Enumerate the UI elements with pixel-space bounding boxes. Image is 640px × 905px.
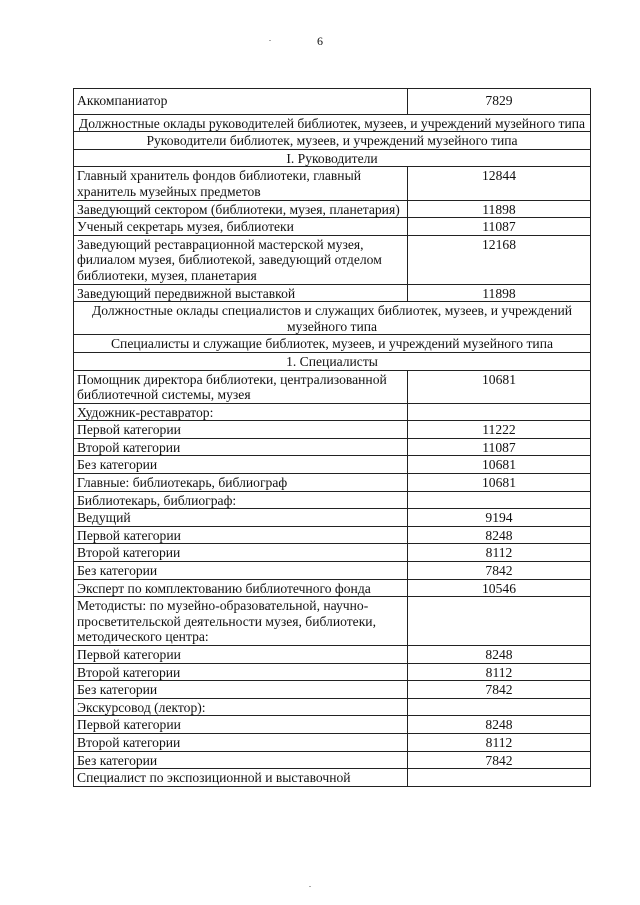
salary-cell: 11898 [408, 200, 591, 218]
table-row [74, 167, 591, 200]
position-cell: Аккомпаниатор [74, 89, 408, 115]
table-row [74, 456, 591, 474]
table-row [74, 89, 591, 115]
table-row [74, 218, 591, 236]
salary-cell: 9194 [408, 509, 591, 527]
table-row [74, 509, 591, 527]
salary-cell: 10681 [408, 456, 591, 474]
section-header: Специалисты и служащие библиотек, музеев, и учреждений музейного типа [74, 335, 591, 353]
table-row [74, 733, 591, 751]
section-header-row [74, 132, 591, 150]
position-cell: Специалист по экспозиционной и выставочной [74, 769, 408, 787]
section-header: Руководители библиотек, музеев, и учреждений музейного типа [74, 132, 591, 150]
position-cell: Первой категории [74, 421, 408, 439]
salary-table [73, 88, 591, 787]
table-row [74, 698, 591, 716]
table-row [74, 646, 591, 664]
position-cell: Без категории [74, 456, 408, 474]
table-row [74, 474, 591, 492]
salary-cell: 8112 [408, 663, 591, 681]
section-header-row [74, 114, 591, 132]
salary-cell: 12844 [408, 167, 591, 200]
table-row [74, 421, 591, 439]
position-cell: Экскурсовод (лектор): [74, 698, 408, 716]
salary-cell: 8248 [408, 716, 591, 734]
table-row [74, 663, 591, 681]
section-header-row [74, 149, 591, 167]
table-row [74, 716, 591, 734]
salary-cell: 12168 [408, 235, 591, 284]
salary-cell: 8112 [408, 544, 591, 562]
position-cell: Первой категории [74, 646, 408, 664]
table-row [74, 370, 591, 403]
salary-cell [408, 491, 591, 509]
table-row [74, 579, 591, 597]
table-row [74, 681, 591, 699]
position-cell: Без категории [74, 681, 408, 699]
salary-cell: 11087 [408, 218, 591, 236]
salary-cell [408, 769, 591, 787]
scan-speck [269, 40, 271, 41]
table-row [74, 403, 591, 421]
salary-cell: 10681 [408, 474, 591, 492]
section-header-row [74, 352, 591, 370]
position-cell: Методисты: по музейно-образовательной, научно-просветительской деятельности музея, библиотеки, методического центра: [74, 597, 408, 646]
salary-cell: 7829 [408, 89, 591, 115]
position-cell: Художник-реставратор: [74, 403, 408, 421]
position-cell: Ведущий [74, 509, 408, 527]
position-cell: Второй категории [74, 438, 408, 456]
salary-cell: 8248 [408, 526, 591, 544]
salary-cell [408, 403, 591, 421]
table-row [74, 544, 591, 562]
salary-cell: 11222 [408, 421, 591, 439]
table-row [74, 438, 591, 456]
table-row [74, 235, 591, 284]
position-cell: Главный хранитель фондов библиотеки, главный хранитель музейных предметов [74, 167, 408, 200]
salary-cell: 7842 [408, 562, 591, 580]
position-cell: Заведующий реставрационной мастерской музея, филиалом музея, библиотекой, заведующий отделом библиотеки, музея, планетария [74, 235, 408, 284]
salary-cell: 8248 [408, 646, 591, 664]
salary-cell: 8112 [408, 733, 591, 751]
salary-cell: 7842 [408, 681, 591, 699]
position-cell: Второй категории [74, 663, 408, 681]
position-cell: Помощник директора библиотеки, централизованной библиотечной системы, музея [74, 370, 408, 403]
position-cell: Библиотекарь, библиограф: [74, 491, 408, 509]
table-row [74, 491, 591, 509]
position-cell: Второй категории [74, 733, 408, 751]
table-row [74, 526, 591, 544]
scan-speck [309, 886, 311, 887]
salary-cell [408, 597, 591, 646]
salary-cell [408, 698, 591, 716]
position-cell: Второй категории [74, 544, 408, 562]
table-row [74, 200, 591, 218]
salary-cell: 10681 [408, 370, 591, 403]
table-row [74, 597, 591, 646]
page-number: 6 [317, 34, 323, 48]
table-row [74, 769, 591, 787]
salary-cell: 10546 [408, 579, 591, 597]
salary-cell: 11898 [408, 284, 591, 302]
section-header: 1. Специалисты [74, 352, 591, 370]
section-header-row [74, 302, 591, 335]
section-header-row [74, 335, 591, 353]
position-cell: Главные: библиотекарь, библиограф [74, 474, 408, 492]
table-row [74, 751, 591, 769]
position-cell: Без категории [74, 751, 408, 769]
section-header: I. Руководители [74, 149, 591, 167]
position-cell: Заведующий передвижной выставкой [74, 284, 408, 302]
table-row [74, 284, 591, 302]
section-header: Должностные оклады руководителей библиотек, музеев, и учреждений музейного типа [74, 114, 591, 132]
salary-cell: 7842 [408, 751, 591, 769]
salary-table-body [74, 89, 591, 787]
position-cell: Без категории [74, 562, 408, 580]
position-cell: Первой категории [74, 716, 408, 734]
salary-cell: 11087 [408, 438, 591, 456]
table-row [74, 562, 591, 580]
position-cell: Первой категории [74, 526, 408, 544]
position-cell: Эксперт по комплектованию библиотечного фонда [74, 579, 408, 597]
position-cell: Ученый секретарь музея, библиотеки [74, 218, 408, 236]
position-cell: Заведующий сектором (библиотеки, музея, планетария) [74, 200, 408, 218]
section-header: Должностные оклады специалистов и служащих библиотек, музеев, и учреждений музейного типа [74, 302, 591, 335]
